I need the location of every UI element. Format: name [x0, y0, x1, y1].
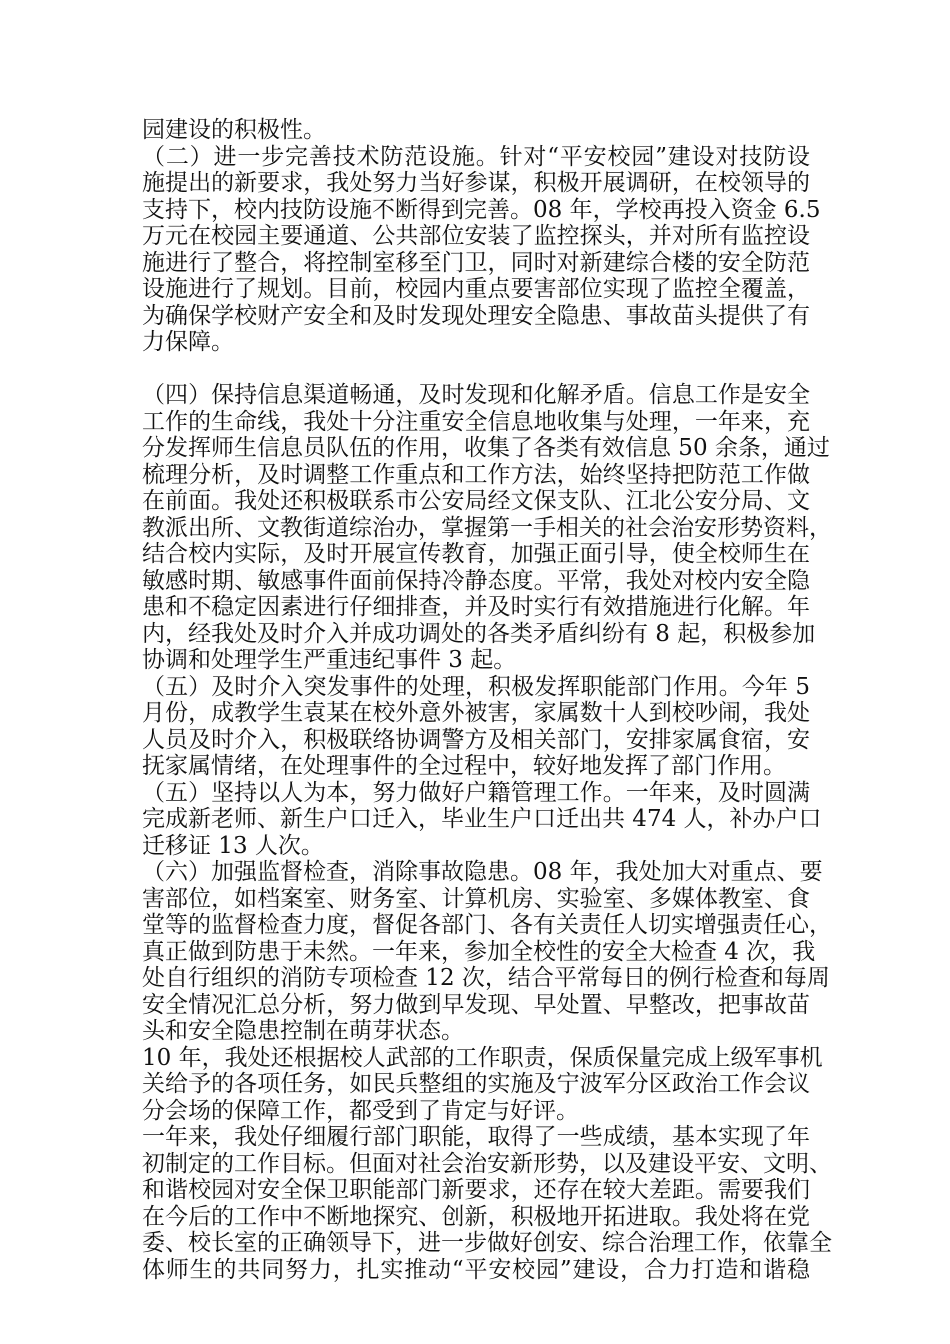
text-line: 一年来，我处仔细履行部门职能，取得了一些成绩，基本实现了年	[142, 1124, 810, 1150]
text-line: 和谐校园对安全保卫职能部门新要求，还存在较大差距。需要我们	[142, 1177, 810, 1203]
text-line: （五）及时介入突发事件的处理，积极发挥职能部门作用。今年 5	[142, 673, 810, 700]
text-line: （二）进一步完善技术防范设施。针对“平安校园”建设对技防设	[142, 143, 810, 170]
text-line: 堂等的监督检查力度，督促各部门、各有关责任人切实增强责任心，	[142, 912, 832, 938]
paragraph-household-registration	[142, 779, 822, 860]
paragraph-continuation	[142, 117, 810, 144]
text-line: 结合校内实际，及时开展宣传教育，加强正面引导，使全校师生在	[142, 541, 810, 567]
paragraph-technical-prevention	[142, 143, 821, 356]
text-line: 工作的生命线，我处十分注重安全信息地收集与处理，一年来，充	[142, 408, 810, 435]
text-line: 施提出的新要求，我处努力当好参谋，积极开展调研，在校领导的	[142, 170, 810, 196]
text-line: 园建设的积极性。	[142, 117, 326, 143]
paragraph-armed-forces	[142, 1044, 823, 1125]
text-line: 患和不稳定因素进行仔细排查，并及时实行有效措施进行化解。年	[142, 594, 810, 620]
text-line: 梳理分析，及时调整工作重点和工作方法，始终坚持把防范工作做	[142, 461, 810, 488]
text-line: 10 年，我处还根据校人武部的工作职责，保质保量完成上级军事机	[142, 1044, 823, 1071]
text-line: 关给予的各项任务，如民兵整组的实施及宁波军分区政治工作会议	[142, 1071, 810, 1097]
text-line: 施进行了整合，将控制室移至门卫，同时对新建综合楼的安全防范	[142, 249, 810, 276]
paragraph-information-channels	[142, 382, 832, 674]
text-line: 敏感时期、敏感事件面前保持冷静态度。平常，我处对校内安全隐	[142, 567, 810, 594]
paragraph-gap	[142, 356, 810, 383]
text-line: 害部位，如档案室、财务室、计算机房、实验室、多媒体教室、食	[142, 885, 810, 912]
text-line: 为确保学校财产安全和及时发现处理安全隐患、事故苗头提供了有	[142, 302, 810, 329]
text-line: （五）坚持以人为本，努力做好户籍管理工作。一年来，及时圆满	[142, 779, 810, 806]
text-line: 头和安全隐患控制在萌芽状态。	[142, 1018, 464, 1044]
paragraph-inspection	[142, 859, 832, 1045]
text-line: 完成新老师、新生户口迁入，毕业生户口迁出共 474 人，补办户口	[142, 806, 822, 832]
text-line: 体师生的共同努力，扎实推动“平安校园”建设，合力打造和谐稳	[142, 1256, 810, 1283]
text-line: 支持下，校内技防设施不断得到完善。08 年，学校再投入资金 6.5	[142, 196, 821, 223]
text-line: 月份，成教学生袁某在校外意外被害，家属数十人到校吵闹，我处	[142, 700, 810, 726]
text-line: 协调和处理学生严重违纪事件 3 起。	[142, 647, 517, 673]
text-line: 分会场的保障工作，都受到了肯定与好评。	[142, 1097, 579, 1124]
text-line: 抚家属情绪，在处理事件的全过程中，较好地发挥了部门作用。	[142, 753, 786, 779]
document-body	[142, 117, 832, 1283]
text-line: （四）保持信息渠道畅通，及时发现和化解矛盾。信息工作是安全	[142, 382, 810, 408]
text-line: 设施进行了规划。目前，校园内重点要害部位实现了监控全覆盖，	[142, 276, 810, 302]
text-line: 教派出所、文教街道综治办，掌握第一手相关的社会治安形势资料，	[142, 514, 832, 541]
text-line: 内，经我处及时介入并成功调处的各类矛盾纠纷有 8 起，积极参加	[142, 620, 816, 647]
text-line: 万元在校园主要通道、公共部位安装了监控探头，并对所有监控设	[142, 223, 810, 249]
text-line: 迁移证 13 人次。	[142, 832, 324, 859]
text-line: 分发挥师生信息员队伍的作用，收集了各类有效信息 50 余条，通过	[142, 435, 830, 461]
text-line: （六）加强监督检查，消除事故隐患。08 年，我处加大对重点、要	[142, 859, 823, 885]
text-line: 力保障。	[142, 329, 234, 355]
text-line: 真正做到防患于未然。一年来，参加全校性的安全大检查 4 次，我	[142, 938, 816, 965]
paragraph-summary	[142, 1124, 832, 1283]
text-line: 在今后的工作中不断地探究、创新，积极地开拓进取。我处将在党	[142, 1203, 810, 1230]
text-line: 人员及时介入，积极联络协调警方及相关部门，安排家属食宿，安	[142, 726, 810, 753]
text-line: 委、校长室的正确领导下，进一步做好创安、综合治理工作，依靠全	[142, 1230, 832, 1256]
text-line: 安全情况汇总分析，努力做到早发现、早处置、早整改，把事故苗	[142, 991, 810, 1018]
text-line: 处自行组织的消防专项检查 12 次，结合平常每日的例行检查和每周	[142, 965, 830, 991]
text-line: 初制定的工作目标。但面对社会治安新形势，以及建设平安、文明、	[142, 1150, 832, 1177]
paragraph-emergency-handling	[142, 674, 810, 780]
text-line: 在前面。我处还积极联系市公安局经文保支队、江北公安分局、文	[142, 488, 810, 514]
